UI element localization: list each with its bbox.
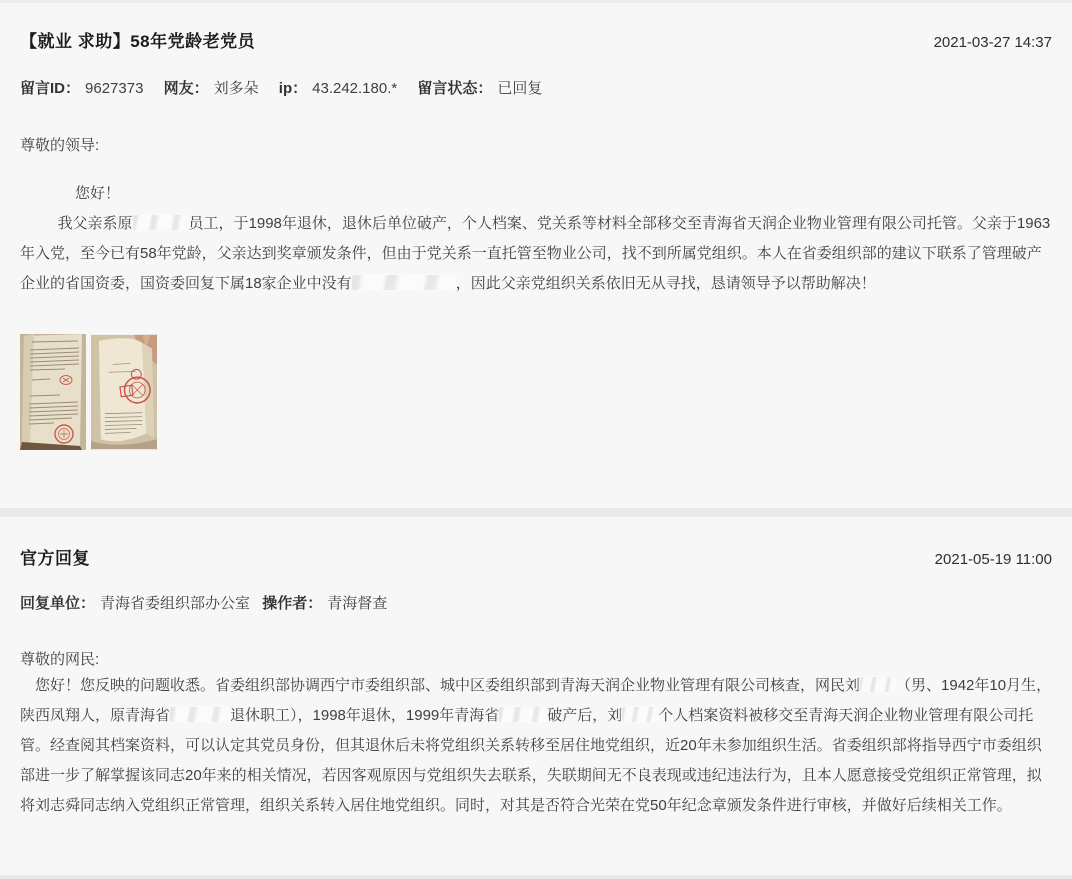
- attachment-photos: [20, 334, 1052, 450]
- redaction-box: [622, 707, 658, 722]
- reply-body-seg3: 退休职工），1998年退休，1999年青海省: [230, 707, 500, 724]
- message-section: [0, 3, 1072, 508]
- message-timestamp: 2021-03-27 14:37: [933, 34, 1052, 51]
- reply-body-seg5: 个人档案资料被移交至青海天润企业物业管理有限公司托管。经查阅其档案资料，可以认定其党员身份，但其退休后未将党组织关系转移至居住地党组织，近20年未参加组织生活。省委组织部将指导西宁市委组织部进一步了解掌握该同志20年来的相关情况，若因客观原因与党组织失去联系，失联期间无不良表现或违纪违法行为，且本人愿意接受党组织正常管理，拟将刘志舜同志纳入党组织正常管理，组织关系转入居住地党组织。同时，对其是否符合光荣在党50年纪念章颁发条件进行审核，并做好后续相关工作。: [20, 707, 1042, 814]
- reply-body-seg1: 您好！您反映的问题收悉。省委组织部协调西宁市委组织部、城中区委组织部到青海天润企业物业管理有限公司核查，网民刘: [35, 677, 861, 694]
- message-status-label: 留言状态：: [417, 80, 493, 97]
- message-id-value: 9627373: [85, 80, 144, 97]
- bottom-border-strip: [0, 875, 1072, 879]
- reply-body-seg2: （男、1942年10月生，陕西凤翔人，原青海省: [20, 677, 1052, 724]
- section-divider: [0, 508, 1072, 517]
- reply-header: [20, 517, 1052, 569]
- reply-body-seg4: 破产后，刘: [547, 707, 623, 724]
- message-user-value: 刘多朵: [213, 80, 259, 97]
- message-id-label: 留言ID：: [20, 80, 81, 97]
- message-user-label: 网友：: [163, 80, 209, 97]
- message-ip-value: 43.242.180.*: [312, 80, 398, 97]
- message-title: 【就业 求助】58年党龄老党员: [20, 32, 256, 51]
- reply-body: [20, 671, 1052, 821]
- message-body: [20, 209, 1052, 299]
- redaction-box: [352, 275, 456, 290]
- reply-title: 官方回复: [20, 549, 90, 568]
- message-meta-row: [20, 77, 1052, 98]
- message-salutation: 尊敬的领导:: [20, 137, 100, 154]
- attachment-photo-1[interactable]: [20, 334, 86, 450]
- reply-timestamp: 2021-05-19 11:00: [934, 551, 1052, 568]
- redaction-box: [860, 677, 896, 692]
- message-header: [20, 3, 1052, 52]
- redaction-box: [170, 707, 230, 722]
- official-reply-section: [0, 517, 1072, 821]
- message-ip-label: ip：: [278, 80, 308, 97]
- redaction-box: [499, 707, 547, 722]
- message-body-seg3: ，因此父亲党组织关系依旧无从寻找，恳请领导予以帮助解决！: [455, 275, 876, 292]
- archive-document-image: [91, 334, 157, 450]
- reply-operator-label: 操作者：: [262, 595, 323, 612]
- message-greeting: 您好！: [75, 185, 121, 202]
- message-body-seg1: 我父亲系原: [57, 215, 133, 232]
- reply-operator-value: 青海督查: [327, 595, 388, 612]
- message-body-seg2: 员工，于1998年退休，退休后单位破产，个人档案、党关系等材料全部移交至青海省天润企业物业管理有限公司托管。父亲于1963年入党，至今已有58年党龄，父亲达到奖章颁发条件，但由于党关系一直托管至物业公司，找不到所属党组织。本人在省委组织部的建议下联系了管理破产企业的省国资委，国资委回复下属18家企业中没有: [20, 215, 1051, 292]
- message-status-value: 已回复: [497, 80, 543, 97]
- reply-unit-label: 回复单位：: [20, 595, 96, 612]
- reply-meta-row: [20, 592, 1052, 613]
- attachment-photo-2[interactable]: [91, 334, 157, 450]
- redaction-box: [133, 215, 189, 230]
- reply-salutation: 尊敬的网民:: [20, 651, 100, 668]
- archive-document-image: [20, 334, 86, 450]
- reply-unit-value: 青海省委组织部办公室: [100, 595, 251, 612]
